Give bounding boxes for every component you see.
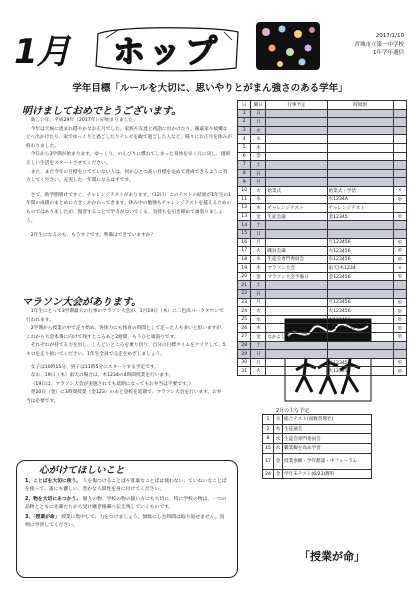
- calendar-mark: [393, 178, 406, 187]
- calendar-row: [238, 118, 407, 127]
- calendar-timetable: [327, 229, 393, 238]
- tip-text: 人を傷つけることばや乱暴なことばは使わない。ていねいなことばを使って、誰にも優しい、豊かな人間性を身に付けてください。: [25, 479, 227, 492]
- calendar-weekday: 火: [251, 367, 266, 376]
- calendar-weekday: 水: [251, 315, 266, 324]
- calendar-mark: [393, 143, 406, 152]
- february-weekday: 水: [274, 444, 283, 454]
- january-calendar: [237, 100, 407, 376]
- calendar-timetable: [327, 281, 393, 290]
- calendar-event: [266, 143, 327, 152]
- calendar-event: [266, 126, 327, 135]
- marathon-paragraph: なお、19日（木）雨天の場合は、木1234の4時間授業を行います。: [30, 373, 174, 379]
- newyear-paragraph: さて、新学期明けてすぐ、チャレンジテストがあります。（12日）このテストの結果が1年生の1年間の成績のまとめに大きくかかわってきます。休み中の勉強もチャレンジテストを越えるためのものではありましたが、復習することで学力がついてくる、気持ちを引き締めて頑張りましょう。: [26, 192, 232, 224]
- calendar-event: [266, 341, 327, 350]
- calendar-header-events: 行事予定: [266, 101, 327, 110]
- calendar-event: [266, 298, 327, 307]
- calendar-timetable: 雨天)木1234: [327, 264, 393, 273]
- calendar-timetable: 水123456: [327, 255, 393, 264]
- february-weekday: 水: [274, 415, 283, 425]
- calendar-day: 16: [238, 238, 251, 247]
- calendar-weekday: 金: [251, 272, 266, 281]
- calendar-mark: [393, 350, 406, 359]
- calendar-mark: [393, 161, 406, 170]
- tip-text: 授業に集中して、力をつけましょう。無駄にした時間は取り返せません。真剣に学習してください。: [25, 515, 225, 528]
- calendar-mark: ×: [393, 264, 406, 273]
- calendar-day: 6: [238, 152, 251, 161]
- calendar-row: [238, 221, 407, 230]
- february-day: 1: [263, 415, 274, 425]
- calendar-weekday: 火: [251, 307, 266, 316]
- calendar-day: 30: [238, 358, 251, 367]
- school-line-2: 1年学年通信: [373, 50, 404, 56]
- calendar-timetable: 金12345: [327, 212, 393, 221]
- calendar-mark: ◎: [393, 324, 406, 333]
- calendar-event: [266, 118, 327, 127]
- tip-item: [25, 514, 229, 530]
- calendar-weekday: 水: [251, 255, 266, 264]
- calendar-weekday: 日: [251, 109, 266, 118]
- calendar-day: 11: [238, 195, 251, 204]
- calendar-weekday: 土: [251, 341, 266, 350]
- calendar-timetable: [327, 350, 393, 359]
- tip-lead: 3、「授業が命」: [25, 515, 60, 520]
- calendar-row: [238, 143, 407, 152]
- newyear-paragraph: 今日から3学期が始まります。ゆっくり、のんびりに慣れてしまった身体を早く元に戻し、規則正しい生活をスタートさせてください。: [26, 152, 231, 166]
- calendar-mark: [393, 118, 406, 127]
- calendar-weekday: 水: [251, 135, 266, 144]
- calendar-event: [266, 324, 327, 333]
- calendar-day: 3: [238, 126, 251, 135]
- calendar-weekday: 土: [251, 161, 266, 170]
- calendar-header-timetable: 時間割: [327, 101, 393, 110]
- calendar-weekday: 日: [251, 169, 266, 178]
- calendar-row: [238, 255, 407, 264]
- calendar-event: 職員会議: [266, 247, 327, 256]
- calendar-row: [238, 333, 407, 342]
- calendar-day: 26: [238, 324, 251, 333]
- calendar-mark: ×: [393, 186, 406, 195]
- calendar-mark: [393, 204, 406, 213]
- calendar-day: 10: [238, 186, 251, 195]
- marathon-paragraph: 1年生にとって3学期最大の行事のマラソン大会が、1月19日（木）に二色浜パークタウンで行われます。: [26, 309, 224, 323]
- february-event-row: [263, 434, 372, 444]
- february-event-row: [263, 469, 372, 479]
- calendar-weekday: 火: [251, 247, 266, 256]
- calendar-timetable: 水123456: [327, 315, 393, 324]
- february-weekday: 水: [274, 434, 283, 444]
- calendar-row: [238, 247, 407, 256]
- calendar-day: 31: [238, 367, 251, 376]
- calendar-timetable: 金123456: [327, 272, 393, 281]
- calendar-day: 23: [238, 298, 251, 307]
- calendar-timetable: [327, 221, 393, 230]
- calendar-timetable: 始業式・学活: [327, 186, 393, 195]
- calendar-timetable: 木1234あ56: [327, 324, 393, 333]
- calendar-event: [266, 290, 327, 299]
- calendar-header-mark: [393, 101, 406, 110]
- calendar-timetable: [327, 126, 393, 135]
- masthead-banner: [92, 24, 242, 74]
- calendar-day: 4: [238, 135, 251, 144]
- february-day: 15: [263, 444, 274, 454]
- february-day: 2: [263, 424, 274, 434]
- calendar-mark: ◎: [393, 298, 406, 307]
- calendar-day: 17: [238, 247, 251, 256]
- calendar-day: 12: [238, 204, 251, 213]
- february-event: 生徒会専門委員会: [283, 434, 372, 444]
- calendar-mark: [393, 281, 406, 290]
- calendar-weekday: 日: [251, 350, 266, 359]
- slogan: 「授業が命」: [299, 550, 365, 563]
- calendar-row: [238, 324, 407, 333]
- calendar-day: 1: [238, 109, 251, 118]
- calendar-timetable: 月123456: [327, 358, 393, 367]
- calendar-row: [238, 195, 407, 204]
- calendar-row: [238, 169, 407, 178]
- calendar-mark: ◎: [393, 212, 406, 221]
- gift-boxes-illustration: [252, 18, 326, 74]
- calendar-day: 5: [238, 143, 251, 152]
- calendar-day: 8: [238, 169, 251, 178]
- marathon-body: [26, 308, 226, 407]
- calendar-row: [238, 350, 407, 359]
- calendar-event: [266, 221, 327, 230]
- masthead-title: ホップ: [112, 32, 221, 70]
- calendar-row: [238, 272, 407, 281]
- february-events-table: [262, 414, 372, 479]
- calendar-mark: ◎: [393, 272, 406, 281]
- marathon-paragraph: （19日は、マラソン大会が実施されても延期になってもお弁当は不要です。）: [30, 381, 194, 387]
- calendar-mark: [393, 152, 406, 161]
- marathon-heading: マラソン大会があります。: [22, 297, 142, 308]
- february-weekday: 木: [274, 424, 283, 434]
- calendar-event: [266, 169, 327, 178]
- school-line-1: 宮城市立第一中学校: [354, 41, 404, 48]
- month-label: 1月: [14, 32, 70, 72]
- calendar-timetable: [327, 143, 393, 152]
- calendar-timetable: 水1234A: [327, 195, 393, 204]
- calendar-event: 生徒会議: [266, 212, 327, 221]
- calendar-header-weekday: 曜日: [251, 101, 266, 110]
- calendar-timetable: [327, 290, 393, 299]
- calendar-mark: [393, 126, 406, 135]
- calendar-mark: ◎: [393, 238, 406, 247]
- february-weekday: 金: [274, 453, 283, 469]
- tip-item: [25, 496, 229, 512]
- february-event-row: [263, 424, 372, 434]
- calendar-weekday: 月: [251, 358, 266, 367]
- calendar-row: [238, 152, 407, 161]
- tips-heading: 心がけてほしいこと: [39, 465, 125, 476]
- calendar-event: 生徒会専門委員会: [266, 255, 327, 264]
- calendar-mark: [393, 135, 406, 144]
- calendar-timetable: 金123あ45: [327, 333, 393, 342]
- calendar-weekday: 月: [251, 298, 266, 307]
- calendar-timetable: 月123456: [327, 238, 393, 247]
- marathon-paragraph: 翌20日（金）に3時間授業（金123）のあと登校を延期で、マラソン大会を行います。お弁当は必要です。: [26, 390, 222, 404]
- february-event: 学年末テスト(6/21)教科: [283, 469, 372, 479]
- calendar-day: 13: [238, 212, 251, 221]
- calendar-row: [238, 238, 407, 247]
- calendar-day: 20: [238, 272, 251, 281]
- calendar-row: [238, 281, 407, 290]
- february-event: 総合テスト(国数英理社): [283, 415, 372, 425]
- calendar-event: [266, 350, 327, 359]
- calendar-event: [266, 358, 327, 367]
- calendar-weekday: 火: [251, 126, 266, 135]
- calendar-header-row: [238, 101, 407, 110]
- february-day: 24: [263, 469, 274, 479]
- calendar-day: 14: [238, 221, 251, 230]
- header-meta: [354, 32, 404, 58]
- newyear-paragraph: 新しい年、平成29年（2017年）が始まりました。: [30, 118, 138, 123]
- calendar-event: [266, 307, 327, 316]
- calendar-timetable: [327, 152, 393, 161]
- calendar-timetable: 火123456: [327, 307, 393, 316]
- calendar-day: 29: [238, 350, 251, 359]
- calendar-row: [238, 298, 407, 307]
- calendar-timetable: 火123456: [327, 247, 393, 256]
- calendar-mark: [393, 229, 406, 238]
- calendar-day: 24: [238, 307, 251, 316]
- february-events-title: 2月の主な予定: [276, 408, 310, 414]
- calendar-weekday: 土: [251, 281, 266, 290]
- calendar-event: [266, 315, 327, 324]
- calendar-row: [238, 229, 407, 238]
- calendar-weekday: 日: [251, 229, 266, 238]
- calendar-mark: [393, 341, 406, 350]
- newyear-paragraph: また、まだ今年の目標を立てていない人は、何かひとつ高い目標を定めて達成できるように努力してください。充実した一年間になるはずです。: [26, 169, 228, 184]
- calendar-row: [238, 290, 407, 299]
- calendar-day: 22: [238, 290, 251, 299]
- calendar-weekday: 木: [251, 143, 266, 152]
- calendar-timetable: 火123456: [327, 367, 393, 376]
- calendar-event: [266, 161, 327, 170]
- calendar-timetable: 月123456: [327, 298, 393, 307]
- tips-list: [25, 478, 229, 530]
- calendar-event: [266, 152, 327, 161]
- calendar-event: マラソン大会予備日: [266, 272, 327, 281]
- calendar-weekday: 金: [251, 333, 266, 342]
- calendar-mark: [393, 109, 406, 118]
- calendar-timetable: [327, 178, 393, 187]
- calendar-timetable: [327, 109, 393, 118]
- newyear-body: [26, 117, 232, 241]
- february-event: 生徒議会: [283, 424, 372, 434]
- marathon-paragraph: 女子は10時15分、男子は11時5分にスタートする予定です。: [30, 364, 159, 370]
- calendar-day: 2: [238, 118, 251, 127]
- calendar-mark: ◎: [393, 255, 406, 264]
- calendar-day: 15: [238, 229, 251, 238]
- calendar-event: マラソン大会: [266, 264, 327, 273]
- calendar-row: [238, 109, 407, 118]
- february-event-row: [263, 415, 372, 425]
- newyear-paragraph: 今年は天候に恵まれ穏やかなお正月でした。家族や友達と初詣に出かけたり、親戚家や故郷などへ出かけたり、家でゆっくりと過ごしたりテレビを観て過ごした人など、様々にお正月を休みが終わりました。: [26, 126, 232, 149]
- calendar-event: チャレンジテスト: [266, 204, 327, 213]
- calendar-row: [238, 341, 407, 350]
- calendar-row: [238, 315, 407, 324]
- calendar-timetable: チャレンジテスト: [327, 204, 393, 213]
- issue-date: 2017/1/10: [375, 33, 404, 39]
- calendar-row: [238, 126, 407, 135]
- calendar-header-day: 日: [238, 101, 251, 110]
- calendar-event: [266, 135, 327, 144]
- calendar-mark: ◎: [393, 307, 406, 316]
- calendar-weekday: 月: [251, 238, 266, 247]
- calendar-weekday: 木: [251, 264, 266, 273]
- february-event-row: [263, 453, 372, 469]
- calendar-mark: ◎: [393, 358, 406, 367]
- february-event: 職業観を高め学習: [283, 444, 372, 454]
- calendar-timetable: [327, 118, 393, 127]
- calendar-event: [266, 238, 327, 247]
- calendar-event: 始業式: [266, 186, 327, 195]
- newyear-heading: 明けましておめでとうございます。: [22, 106, 182, 117]
- calendar-mark: ◎: [393, 333, 406, 342]
- calendar-row: [238, 264, 407, 273]
- newyear-paragraph: 2年生になるのも、もうすぐです。準備はできていますか？: [30, 233, 156, 239]
- calendar-row: [238, 212, 407, 221]
- marathon-paragraph: 2学期から授業の中で走り始め、各体力にも体育の時間として走った人も多いと思いますが、これから大会本番に向けて残すところあと2週間、もうひと頑張りです。: [26, 326, 226, 340]
- calendar-timetable: [327, 341, 393, 350]
- calendar-weekday: 木: [251, 204, 266, 213]
- calendar-day: 19: [238, 264, 251, 273]
- february-event-row: [263, 444, 372, 454]
- calendar-day: 21: [238, 281, 251, 290]
- calendar-timetable: [327, 161, 393, 170]
- tip-lead: 1、ことばを大切に使う。: [25, 479, 82, 484]
- calendar-weekday: 木: [251, 324, 266, 333]
- calendar-row: [238, 178, 407, 187]
- calendar-event: [266, 178, 327, 187]
- calendar-row: [238, 161, 407, 170]
- calendar-mark: [393, 221, 406, 230]
- calendar-timetable: [327, 169, 393, 178]
- calendar-weekday: 金: [251, 152, 266, 161]
- calendar-timetable: [327, 135, 393, 144]
- tip-text: 個人の物、学校の物の扱い方にも大切に、特に学校の物は、一つの品物とともに先輩たちから受け継ぎ後輩へ伝え残していくものです。: [25, 497, 227, 510]
- calendar-weekday: 水: [251, 195, 266, 204]
- calendar-row: [238, 135, 407, 144]
- tips-box: [16, 460, 238, 578]
- calendar-row: [238, 307, 407, 316]
- tip-item: [25, 478, 229, 494]
- marathon-paragraph: それぞれが持てる力を出し、しんどいところを乗り切り、自分の目標タイムをクリアして、5キロを走り抜いてください。1年生全員で完走をめざしましょう。: [26, 343, 226, 357]
- calendar-event: なかよし学習発表会: [266, 333, 327, 342]
- february-day: 8: [263, 434, 274, 444]
- calendar-event: [266, 109, 327, 118]
- calendar-row: [238, 367, 407, 376]
- calendar-weekday: 金: [251, 212, 266, 221]
- calendar-mark: ◎: [393, 367, 406, 376]
- calendar-event: [266, 367, 327, 376]
- calendar-day: 28: [238, 341, 251, 350]
- calendar-mark: ◎: [393, 247, 406, 256]
- calendar-row: [238, 204, 407, 213]
- calendar-event: [266, 195, 327, 204]
- tip-lead: 2、物を大切にあつかう。: [25, 497, 82, 502]
- calendar-mark: ◎: [393, 315, 406, 324]
- calendar-day: 9: [238, 178, 251, 187]
- calendar-day: 25: [238, 315, 251, 324]
- calendar-day: 27: [238, 333, 251, 342]
- calendar-day: 18: [238, 255, 251, 264]
- february-day: 17: [263, 453, 274, 469]
- calendar-mark: [393, 169, 406, 178]
- calendar-event: [266, 281, 327, 290]
- calendar-row: [238, 358, 407, 367]
- calendar-row: [238, 186, 407, 195]
- calendar-day: 7: [238, 161, 251, 170]
- calendar-weekday: 土: [251, 221, 266, 230]
- calendar-weekday: 日: [251, 290, 266, 299]
- grade-goal: 学年目標「ルールを大切に、思いやりとがまん強さのある学年」: [72, 83, 348, 94]
- calendar-weekday: 月: [251, 178, 266, 187]
- calendar-mark: ◎: [393, 195, 406, 204]
- calendar-event: [266, 229, 327, 238]
- february-weekday: 金: [274, 469, 283, 479]
- calendar-weekday: 月: [251, 118, 266, 127]
- calendar-mark: [393, 290, 406, 299]
- calendar-weekday: 火: [251, 186, 266, 195]
- february-event: 授業参観・学年懇談・中フォーラム: [283, 453, 372, 469]
